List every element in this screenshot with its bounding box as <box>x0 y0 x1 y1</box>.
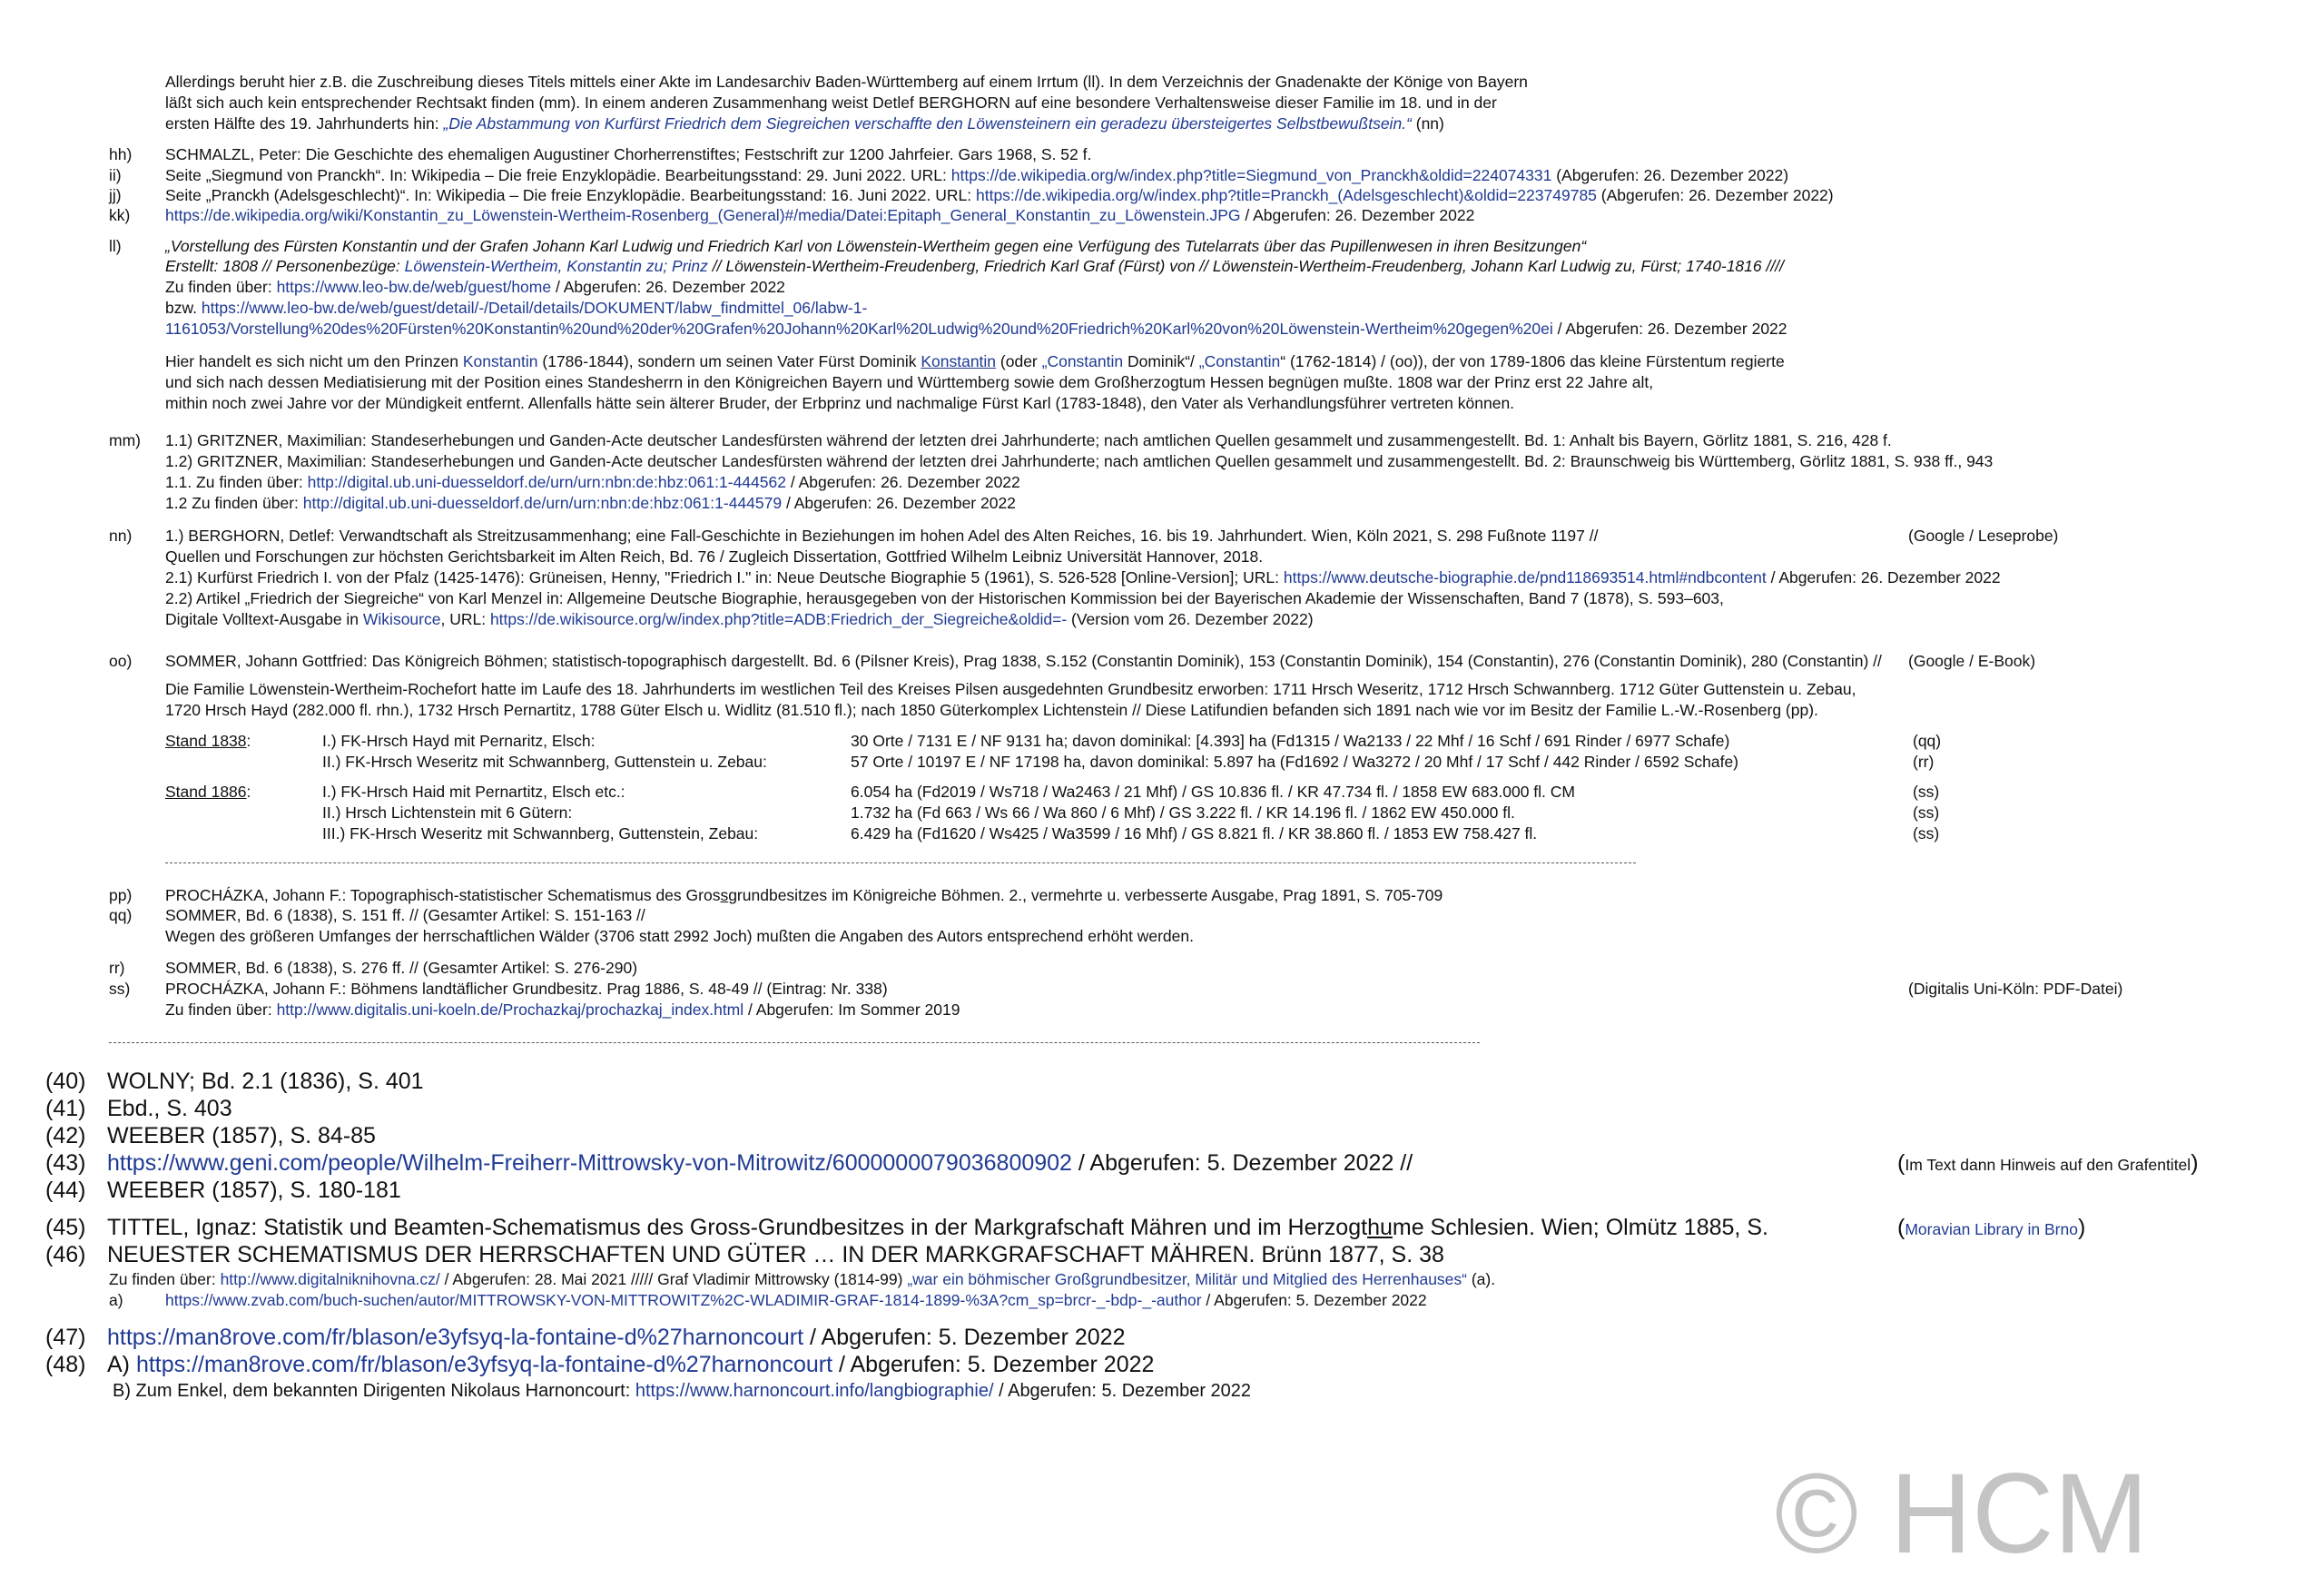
ss-text: Zu finden über: <box>165 1000 277 1019</box>
note-46-sub-key: a) <box>109 1291 123 1309</box>
moravian-library-link[interactable]: Moravian Library in Brno <box>1905 1220 2078 1238</box>
ll-comment-text: (1786-1844), sondern um seinen Vater Fürst Dominik <box>537 352 921 370</box>
note-40: WOLNY; Bd. 2.1 (1836), S. 401 <box>107 1069 424 1094</box>
duesseldorf-link[interactable]: http://digital.ub.uni-duesseldorf.de/urn/urn:nbn:de:hbz:061:1-444562 <box>307 473 786 491</box>
ss-right-note: (Digitalis Uni-Köln: PDF-Datei) <box>1908 980 2123 998</box>
mm-text: / Abgerufen: 26. Dezember 2022 <box>782 494 1016 512</box>
ll-source-alt <box>165 321 1787 338</box>
footnote-key: ii) <box>109 166 122 184</box>
ll-title: „Vorstellung des Fürsten Konstantin und der Grafen Johann Karl Ludwig und Friedrich Karl von Löwenstein-Wertheim gegen eine Verfügung des Tutelarrats über das Pupillenwesen in ihren Besitzungen“ <box>165 237 1587 255</box>
note-47 <box>107 1326 1125 1349</box>
paren: ) <box>2077 1215 2086 1240</box>
footnote-key: ll) <box>109 237 122 255</box>
nn-line: 2.2) Artikel „Friedrich der Siegreiche“ von Karl Menzel in: Allgemeine Deutsche Biographie, herausgegeben von der Historischen Kommission bei der Bayerischen Akademie der Wissenschaften, Band 7 (1878), S. 593–603, <box>165 589 1724 607</box>
ll-source-text: bzw. <box>165 299 202 317</box>
nn-line <box>165 570 2001 586</box>
separator-line <box>109 1042 1480 1043</box>
footnote-rr: SOMMER, Bd. 6 (1838), S. 276 ff. // (Gesamter Artikel: S. 276-290) <box>165 959 638 977</box>
nn-line <box>165 612 1314 628</box>
footnote-key: nn) <box>109 527 133 545</box>
nn-right-note: (Google / Leseprobe) <box>1908 527 2059 545</box>
note-43 <box>107 1152 1413 1175</box>
wikisource-link[interactable]: Wikisource <box>362 610 441 628</box>
ll-meta-text: // Löwenstein-Wertheim-Freudenberg, Friedrich Karl Graf (Fürst) von // Löwenstein-Wertheim-Freudenberg, Johann Karl Ludwig zu, Fürst; 1740-1816 //// <box>707 257 1784 275</box>
note-text: TITTEL, Ignaz: Statistik und Beamten-Schematismus des Gross-Grundbesitzes in der Markgrafschaft Mähren und im Herzogt <box>107 1215 1368 1240</box>
estate-data: 6.054 ha (Fd2019 / Ws718 / Wa2463 / 21 Mhf) / GS 10.836 fl. / KR 47.734 fl. / 1858 EW 683.000 fl. CM <box>851 783 1575 801</box>
note-46-sub <box>165 1293 1427 1309</box>
estate-data: 1.732 ha (Fd 663 / Ws 66 / Wa 860 / 6 Mhf) / GS 3.222 fl. / KR 14.196 fl. / 1862 EW 450.000 fl. <box>851 803 1515 822</box>
ll-comment <box>165 354 1785 370</box>
intro-line: läßt sich auch kein entsprechender Rechtsakt finden (mm). In einem anderen Zusammenhang weist Detlef BERGHORN auf eine besondere Verhaltensweise dieser Familie im 18. und in der <box>165 94 1497 112</box>
estate-data: 6.429 ha (Fd1620 / Ws425 / Wa3599 / 16 Mhf) / GS 8.821 fl. / KR 38.860 fl. / 1853 EW 758.427 fl. <box>851 824 1538 843</box>
mm-line <box>165 496 1016 512</box>
note-43-remark <box>1897 1152 2199 1175</box>
zvab-link[interactable]: https://www.zvab.com/buch-suchen/autor/MITTROWSKY-VON-MITTROWITZ%2C-WLADIMIR-GRAF-1814-1899-%3A?cm_sp=brcr-_-bdp-_-author <box>165 1291 1202 1309</box>
footnote-jj <box>165 188 1834 204</box>
wiki-link[interactable]: https://de.wikipedia.org/w/index.php?title=Siegmund_von_Pranckh&oldid=224074331 <box>950 166 1552 184</box>
intro-ref: (nn) <box>1411 114 1444 133</box>
footnote-text: / Abgerufen: 26. Dezember 2022 <box>1240 206 1475 224</box>
estate-name: III.) FK-Hrsch Weseritz mit Schwannberg, Guttenstein, Zebau: <box>322 824 759 843</box>
note-number: (45) <box>45 1215 86 1240</box>
mm-text: 1.2 Zu finden über: <box>165 494 303 512</box>
footnote-key: qq) <box>109 906 133 924</box>
estate-name: II.) FK-Hrsch Weseritz mit Schwannberg, Guttenstein u. Zebau: <box>322 753 767 771</box>
ll-person-link[interactable]: Löwenstein-Wertheim, Konstantin zu; Prinz <box>404 257 708 275</box>
estate-ref: (rr) <box>1913 753 1935 771</box>
note-46-source <box>109 1272 1495 1288</box>
note-text: / Abgerufen: 5. Dezember 2022 <box>832 1352 1155 1377</box>
intro-quote: „Die Abstammung von Kurfürst Friedrich dem Siegreichen verschaffte den Löwensteinern ein geradezu übersteigertes Selbstbewußtsein.“ <box>443 114 1412 133</box>
note-number: (41) <box>45 1096 86 1121</box>
note-42: WEEBER (1857), S. 84-85 <box>107 1123 376 1148</box>
footnote-key: jj) <box>109 186 122 204</box>
note-text: / Abgerufen: 5. Dezember 2022 // <box>1071 1150 1413 1176</box>
stand-year: Stand 1838 <box>165 732 247 750</box>
leo-bw-link[interactable]: https://www.leo-bw.de/web/guest/home <box>276 278 552 296</box>
pp-text: PROCHÁZKA, Johann F.: Topographisch-statistischer Schematismus des Gros <box>165 886 721 904</box>
ll-comment-text: Dominik“/ <box>1123 352 1199 370</box>
note-text: / Abgerufen: 5. Dezember 2022 <box>803 1325 1126 1350</box>
ll-source-text: / Abgerufen: 26. Dezember 2022 <box>1552 320 1787 338</box>
wiki-link[interactable]: https://de.wikipedia.org/w/index.php?title=Pranckh_(Adelsgeschlecht)&oldid=223749785 <box>975 186 1597 204</box>
nn-line: 1.) BERGHORN, Detlef: Verwandtschaft als Streitzusammenhang; eine Fall-Geschichte in Beziehungen im hohen Adel des Alten Reiches, 16. bis 19. Jahrhundert. Wien, Köln 2021, S. 298 Fußnote 1197 // <box>165 527 1599 545</box>
quote-text: „war ein böhmischer Großgrundbesitzer, Militär und Mitglied des Herrenhauses“ <box>907 1270 1467 1288</box>
man8rove-link[interactable]: https://man8rove.com/fr/blason/e3yfsyq-la-fontaine-d%27harnoncourt <box>135 1352 833 1377</box>
ll-meta <box>165 259 1784 275</box>
deutsche-biographie-link[interactable]: https://www.deutsche-biographie.de/pnd118693514.html#ndbcontent <box>1283 568 1767 586</box>
oo-paragraph: Die Familie Löwenstein-Wertheim-Rochefort hatte im Laufe des 18. Jahrhunderts im westlichen Teil des Kreises Pilsen ausgedehnten Grundbesitz erworben: 1711 Hrsch Weseritz, 1712 Hrsch Schwannberg. 1712 Güter Guttenstein u. Zebau, <box>165 680 1856 698</box>
note-45-remark <box>1897 1217 2085 1239</box>
footnote-kk <box>165 208 1474 224</box>
footnote-key: ss) <box>109 980 131 998</box>
note-number: (40) <box>45 1069 86 1094</box>
nn-text: / Abgerufen: 26. Dezember 2022 <box>1766 568 2001 586</box>
footnote-key: hh) <box>109 145 133 163</box>
note-number: (44) <box>45 1178 86 1203</box>
constantin-link[interactable]: „Constantin <box>1198 352 1281 370</box>
footnote-text: Seite „Pranckh (Adelsgeschlecht)“. In: Wikipedia – Die freie Enzyklopädie. Bearbeitungsstand: 16. Juni 2022. URL: <box>165 186 976 204</box>
footnote-ii <box>165 168 1788 184</box>
oo-line: SOMMER, Johann Gottfried: Das Königreich Böhmen; statistisch-topographisch dargestellt. Bd. 6 (Pilsner Kreis), Prag 1838, S.152 (Constantin Dominik), 153 (Constantin Dominik), 154 (Constantin), 276 (Constantin Dominik), 280 (Constantin) // <box>165 652 1882 670</box>
stand-label <box>165 734 251 750</box>
footnote-hh: SCHMALZL, Peter: Die Geschichte des ehemaligen Augustiner Chorherrenstiftes; Festschrift zur 1200 Jahrfeier. Gars 1968, S. 52 f. <box>165 145 1092 163</box>
estate-name: II.) Hrsch Lichtenstein mit 6 Gütern: <box>322 803 573 822</box>
separator-line <box>165 862 1636 863</box>
ll-source-text: Zu finden über: <box>165 278 277 296</box>
footnote-text: Seite „Siegmund von Pranckh“. In: Wikipedia – Die freie Enzyklopädie. Bearbeitungsstand: 29. Juni 2022. URL: <box>165 166 951 184</box>
estate-ref: (qq) <box>1913 732 1942 750</box>
note-text: B) Zum Enkel, dem bekannten Dirigenten Nikolaus Harnoncourt: <box>113 1381 635 1401</box>
note-text: (a). <box>1466 1270 1496 1288</box>
paren: ( <box>1897 1215 1905 1240</box>
ll-meta-text: Erstellt: 1808 // Personenbezüge: <box>165 257 405 275</box>
note-number: (42) <box>45 1123 86 1148</box>
oo-paragraph: 1720 Hrsch Hayd (282.000 fl. rhn.), 1732 Hrsch Pernartitz, 1788 Güter Elsch u. Widlitz (81.510 fl.); nach 1850 Güterkomplex Lichtenstein // Diese Latifundien befanden sich 1891 nach wie vor im Besitz der Familie L.-W.-Rosenberg (pp). <box>165 701 1818 719</box>
remark-text: Im Text dann Hinweis auf den Grafentitel <box>1905 1156 2191 1174</box>
constantin-link[interactable]: „Constantin <box>1041 352 1124 370</box>
note-number: (47) <box>45 1325 86 1350</box>
wikisource-url-link[interactable]: https://de.wikisource.org/w/index.php?title=ADB:Friedrich_der_Siegreiche&oldid=- <box>489 610 1068 628</box>
footnote-ss-source <box>165 1002 960 1019</box>
note-45 <box>107 1217 1768 1239</box>
note-44: WEEBER (1857), S. 180-181 <box>107 1178 401 1203</box>
estate-data: 30 Orte / 7131 E / NF 9131 ha; davon dominikal: [4.393] ha (Fd1315 / Wa2133 / 22 Mhf / 16 Schf / 691 Rinder / 6977 Schafe) <box>851 732 1730 750</box>
konstantin-link[interactable]: Konstantin <box>462 352 538 370</box>
nn-text: (Version vom 26. Dezember 2022) <box>1067 610 1314 628</box>
stand-label <box>165 784 251 801</box>
note-46: NEUESTER SCHEMATISMUS DER HERRSCHAFTEN UND GÜTER … IN DER MARKGRAFSCHAFT MÄHREN. Brünn 1877, S. 38 <box>107 1242 1444 1267</box>
nn-line: Quellen und Forschungen zur höchsten Gerichtsbarkeit im Alten Reich, Bd. 76 / Zugleich Dissertation, Gottfried Wilhelm Leibniz Universität Hannover, 2018. <box>165 547 1264 566</box>
mm-text: / Abgerufen: 26. Dezember 2022 <box>785 473 1020 491</box>
footnote-text: (Abgerufen: 26. Dezember 2022) <box>1551 166 1789 184</box>
copyright-watermark: © HCM <box>1775 1451 2149 1577</box>
footnote-key: mm) <box>109 431 141 449</box>
pp-text: grundbesitzes im Königreiche Böhmen. 2., vermehrte u. verbesserte Ausgabe, Prag 1891, S. 705-709 <box>728 886 1443 904</box>
footnote-qq-note: Wegen des größeren Umfanges der herrschaftlichen Wälder (3706 statt 2992 Joch) mußten die Angaben des Autors entsprechend erhöht werden. <box>165 927 1194 945</box>
note-text: hu <box>1367 1215 1393 1240</box>
stand-colon: : <box>246 732 251 750</box>
ll-comment-text: Hier handelt es sich nicht um den Prinzen <box>165 352 463 370</box>
oo-right-note: (Google / E-Book) <box>1908 652 2036 670</box>
footnote-ss: PROCHÁZKA, Johann F.: Böhmens landtäflicher Grundbesitz. Prag 1886, S. 48-49 // (Eintrag: Nr. 338) <box>165 980 888 998</box>
estate-ref: (ss) <box>1913 824 1940 843</box>
konstantin-link[interactable]: Konstantin <box>921 352 997 370</box>
note-number: (48) <box>45 1352 86 1377</box>
leo-bw-detail-link[interactable]: 1161053/Vorstellung%20des%20Fürsten%20Konstantin%20und%20der%20Grafen%20Johann%20Karl%20Ludwig%20und%20Friedrich%20Karl%20von%20Löwenstein-Wertheim%20gegen%20ei <box>165 320 1553 338</box>
digitalniknihovna-link[interactable]: http://www.digitalniknihovna.cz/ <box>220 1270 440 1288</box>
leo-bw-detail-link[interactable]: https://www.leo-bw.de/web/guest/detail/-/Detail/details/DOKUMENT/labw_findmittel_06/labw-1- <box>201 299 868 317</box>
paren: ( <box>1897 1150 1905 1176</box>
footnote-key: kk) <box>109 206 131 224</box>
note-text: / Abgerufen: 28. Mai 2021 ///// Graf Vladimir Mittrowsky (1814-99) <box>439 1270 908 1288</box>
ss-text: / Abgerufen: Im Sommer 2019 <box>743 1000 960 1019</box>
pp-text: s <box>720 886 729 904</box>
note-number: (46) <box>45 1242 86 1267</box>
mm-text: 1.1. Zu finden über: <box>165 473 308 491</box>
nn-text: , URL: <box>440 610 490 628</box>
stand-year: Stand 1886 <box>165 783 247 801</box>
estate-data: 57 Orte / 10197 E / NF 17198 ha, davon dominikal: 5.897 ha (Fd1692 / Wa3272 / 20 Mhf / 17 Schf / 442 Rinder / 6592 Schafe) <box>851 753 1739 771</box>
note-number: (43) <box>45 1150 86 1176</box>
paren: ) <box>2191 1150 2199 1176</box>
note-text: A) <box>107 1352 136 1377</box>
note-text: / Abgerufen: 5. Dezember 2022 <box>993 1381 1252 1401</box>
footnote-text: (Abgerufen: 26. Dezember 2022) <box>1596 186 1834 204</box>
note-text: Zu finden über: <box>109 1270 221 1288</box>
wiki-link[interactable]: https://de.wikipedia.org/wiki/Konstantin_zu_Löwenstein-Wertheim-Rosenberg_(General)#/media/Datei:Epitaph_General_Konstantin_zu_Löwenstein.JPG <box>165 206 1241 224</box>
estate-ref: (ss) <box>1913 803 1940 822</box>
mm-line: 1.2) GRITZNER, Maximilian: Standeserhebungen und Ganden-Acte deutscher Landesfürsten während der letzten drei Jahrhunderte; nach amtlichen Quellen gesammelt und zusammengestellt. Bd. 2: Braunschweig bis Württemberg, Görlitz 1881, S. 938 ff., 943 <box>165 452 1994 470</box>
estate-name: I.) FK-Hrsch Hayd mit Pernaritz, Elsch: <box>322 732 596 750</box>
footnote-key: oo) <box>109 652 133 670</box>
man8rove-link[interactable]: https://man8rove.com/fr/blason/e3yfsyq-la-fontaine-d%27harnoncourt <box>107 1325 804 1350</box>
note-text: / Abgerufen: 5. Dezember 2022 <box>1201 1291 1427 1309</box>
ll-comment-text: “ (1762-1814) / (oo)), der von 1789-1806 das kleine Fürstentum regierte <box>1280 352 1785 370</box>
note-48 <box>107 1354 1154 1376</box>
ll-comment: und sich nach dessen Mediatisierung mit der Position eines Standesherrn in den Königreichen Bayern und Württemberg sowie dem Großherzogtum Hessen begnügen mußte. 1808 war der Prinz erst 22 Jahre alt, <box>165 373 1654 391</box>
digitalis-link[interactable]: http://www.digitalis.uni-koeln.de/Prochazkaj/prochazkaj_index.html <box>276 1000 744 1019</box>
estate-name: I.) FK-Hrsch Haid mit Pernartitz, Elsch etc.: <box>322 783 625 801</box>
ll-comment: mithin noch zwei Jahre vor der Mündigkeit entfernt. Allenfalls hätte sein älterer Bruder, der Erbprinz und nachmalige Fürst Karl (1783-1848), den Vater als Verhandlungsführer vertreten können. <box>165 394 1515 412</box>
note-48-sub <box>113 1382 1251 1400</box>
intro-text: ersten Hälfte des 19. Jahrhunderts hin: <box>165 114 444 133</box>
footnote-key: pp) <box>109 886 133 904</box>
note-text: me Schlesien. Wien; Olmütz 1885, S. <box>1392 1215 1768 1240</box>
mm-line: 1.1) GRITZNER, Maximilian: Standeserhebungen und Ganden-Acte deutscher Landesfürsten während der letzten drei Jahrhunderte; nach amtlichen Quellen gesammelt und zusammengestellt. Bd. 1: Anhalt bis Bayern, Görlitz 1881, S. 216, 428 f. <box>165 431 1892 449</box>
footnote-key: rr) <box>109 959 125 977</box>
intro-line: Allerdings beruht hier z.B. die Zuschreibung dieses Titels mittels einer Akte im Landesarchiv Baden-Württemberg auf einem Irrtum (ll). In dem Verzeichnis der Gnadenakte der Könige von Bayern <box>165 73 1528 91</box>
footnote-pp <box>165 888 1443 904</box>
ll-source <box>165 280 785 296</box>
estate-ref: (ss) <box>1913 783 1940 801</box>
ll-source-alt <box>165 301 867 317</box>
ll-comment-text: (oder <box>996 352 1042 370</box>
duesseldorf-link[interactable]: http://digital.ub.uni-duesseldorf.de/urn/urn:nbn:de:hbz:061:1-444579 <box>302 494 783 512</box>
note-41: Ebd., S. 403 <box>107 1096 232 1121</box>
intro-line <box>165 116 1444 133</box>
harnoncourt-link[interactable]: https://www.harnoncourt.info/langbiographie/ <box>635 1381 994 1401</box>
mm-line <box>165 475 1020 491</box>
ll-source-text: / Abgerufen: 26. Dezember 2022 <box>551 278 785 296</box>
footnote-qq: SOMMER, Bd. 6 (1838), S. 151 ff. // (Gesamter Artikel: S. 151-163 // <box>165 906 645 924</box>
nn-text: 2.1) Kurfürst Friedrich I. von der Pfalz (1425-1476): Grüneisen, Henny, "Friedrich I." in: Neue Deutsche Biographie 5 (1961), S. 526-528 [Online-Version]; URL: <box>165 568 1284 586</box>
geni-link[interactable]: https://www.geni.com/people/Wilhelm-Freiherr-Mittrowsky-von-Mitrowitz/6000000079036800902 <box>107 1150 1072 1176</box>
nn-text: Digitale Volltext-Ausgabe in <box>165 610 363 628</box>
stand-colon: : <box>246 783 251 801</box>
